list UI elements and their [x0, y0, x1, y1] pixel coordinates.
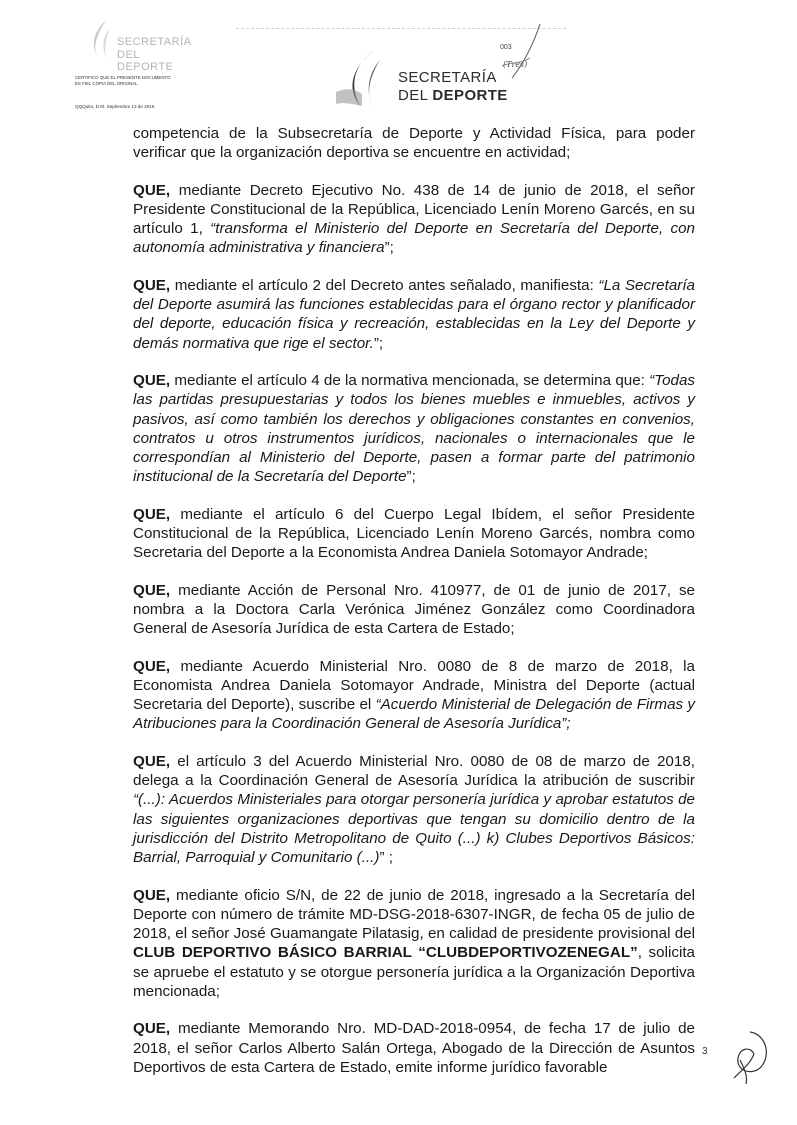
bold-text: QUE, [133, 1020, 171, 1038]
paragraph [133, 124, 695, 163]
bold-text: QUE, [133, 657, 171, 675]
paragraph-text: ”; [384, 239, 394, 257]
bold-text: QUE, [133, 505, 171, 523]
certification-stamp: CERTIFICO QUE EL PRESENTE DOCUMENTO ES FIEL COPIA DEL ORIGINAL [75, 75, 171, 86]
paragraph-text: el artículo 3 del Acuerdo Ministerial Nro. 0080 de 08 de marzo de 2018, delega a la Coordinación General de Asesoría Jurídica la atribución de suscribir [133, 752, 695, 790]
flame-logo-icon [330, 48, 396, 110]
paragraph-text: , solicita se apruebe el estatuto y se otorgue personería jurídica a la Organización Deportiva mencionada; [133, 944, 695, 1000]
logo-line2-a: DEL [398, 87, 428, 104]
paragraph [133, 276, 695, 353]
logo-line2-b: DEPORTE [432, 87, 508, 104]
italic-quote: “(...): Acuerdos Ministeriales para otorgar personería jurídica y aprobar estatutos de las siguientes organizaciones deportivas que tengan su domicilio dentro de la jurisdicción del Distrito Metropolitano de Quito (...) k) Clubes Deportivos Básicos: Barrial, Parroquial y Comunitario (...) [133, 791, 695, 867]
folio-check-mark-icon [500, 22, 545, 82]
main-logo [330, 48, 520, 110]
stamp-logo-line2: DEL DEPORTE [117, 49, 174, 73]
paragraph [133, 752, 695, 868]
paragraph-text: mediante Decreto Ejecutivo No. 438 de 14 de junio de 2018, el señor Presidente Constitucional de la República, Licenciado Lenín Moreno Garcés, en su artículo 1, [133, 181, 695, 238]
paragraph-text: ”; [373, 334, 384, 352]
paragraph-text: ”; [406, 468, 416, 486]
paragraph [133, 505, 695, 563]
document-body [133, 124, 695, 1095]
paragraph [133, 886, 695, 1002]
italic-quote: “Acuerdo Ministerial de Delegación de Firmas y Atribuciones para la Coordinación General de Asesoría Jurídica”; [133, 696, 695, 733]
stamp-logo-line1: SECRETARÍA [117, 36, 192, 48]
logo-line1: SECRETARÍA [398, 69, 497, 86]
paragraph [133, 181, 695, 258]
folio-number: 003 [500, 44, 512, 51]
paragraph [133, 581, 695, 639]
italic-quote: “transforma el Ministerio del Deporte en Secretaría del Deporte, con autonomía administrativa y financiera [133, 220, 695, 257]
folio-word: (Tres) [503, 60, 528, 69]
bold-text: QUE, [133, 581, 171, 599]
paragraph-text: mediante oficio S/N, de 22 de junio de 2018, ingresado a la Secretaría del Deporte con número de trámite MD-DSG-2018-6307-INGR, de fecha 05 de julio de 2018, el señor José Guamangate Pilatasig, en calidad de presidente provisional del [133, 886, 695, 943]
paragraph [133, 657, 695, 734]
stamp-logo [62, 18, 192, 73]
paragraph-text: mediante el artículo 4 de la normativa mencionada, se determina que: [170, 371, 650, 389]
bold-text: QUE, [133, 276, 171, 294]
bold-text: QUE, [133, 886, 171, 904]
paragraph [133, 1019, 695, 1077]
bold-text: QUE, [133, 752, 171, 770]
handwritten-signature [720, 1020, 780, 1090]
paragraph-text: mediante el artículo 6 del Cuerpo Legal Ibídem, el señor Presidente Constitucional de la República, Licenciado Lenín Moreno Garcés, nombra como Secretaria del Deporte a la Economista Andrea Daniela Sotomayor Andrade; [133, 505, 695, 562]
bold-text: QUE, [133, 181, 171, 199]
italic-quote: “La Secretaría del Deporte asumirá las funciones establecidas para el órgano rector y planificador del deporte, educación física y recreación, establecidas en la Ley del Deporte y demás normativa que rige el sector. [133, 276, 695, 352]
paragraph-text: competencia de la Subsecretaría de Deporte y Actividad Física, para poder verificar que la organización deportiva se encuentre en actividad; [133, 125, 695, 162]
flame-logo-icon [84, 18, 118, 64]
paragraph [133, 371, 695, 487]
paragraph-text: mediante Memorando Nro. MD-DAD-2018-0954, de fecha 17 de julio de 2018, el señor Carlos Alberto Salán Ortega, Abogado de la Dirección de Asuntos Deportivos de esta Cartera de Estado, emite informe jurídico favorable [133, 1020, 695, 1076]
bold-text: CLUB DEPORTIVO BÁSICO BARRIAL “CLUBDEPORTIVOZENEGAL” [133, 944, 638, 962]
paragraph-text: mediante Acción de Personal Nro. 410977, de 01 de junio de 2017, se nombra a la Doctora Carla Verónica Jiménez González como Coordinadora General de Asesoría Jurídica de esta Cartera de Estado; [133, 581, 695, 638]
page-number: 3 [702, 1046, 708, 1057]
paragraph-text: mediante el artículo 2 del Decreto antes señalado, manifiesta: [170, 276, 599, 294]
paragraph-text: ” ; [379, 849, 393, 867]
bold-text: QUE, [133, 371, 171, 389]
paragraph-text: mediante Acuerdo Ministerial Nro. 0080 de 8 de marzo de 2018, la Economista Andrea Daniela Sotomayor Andrade, Ministra del Deporte (actual Secretaria del Deporte), suscribe el [133, 657, 695, 714]
logo-line2 [398, 87, 508, 104]
certification-date: QQQuito, D.M. Septiembre 13 de 2018 [75, 104, 155, 109]
italic-quote: “Todas las partidas presupuestarias y todos los bienes muebles e inmuebles, activos y pasivos, así como también los derechos y obligaciones constantes en convenios, contratos u otros instrumentos jurídicos, nacionales o internacionales que le correspondían al Ministerio del Deporte, pasen a formar parte del patrimonio institucional de la Secretaría del Deporte [133, 371, 695, 486]
